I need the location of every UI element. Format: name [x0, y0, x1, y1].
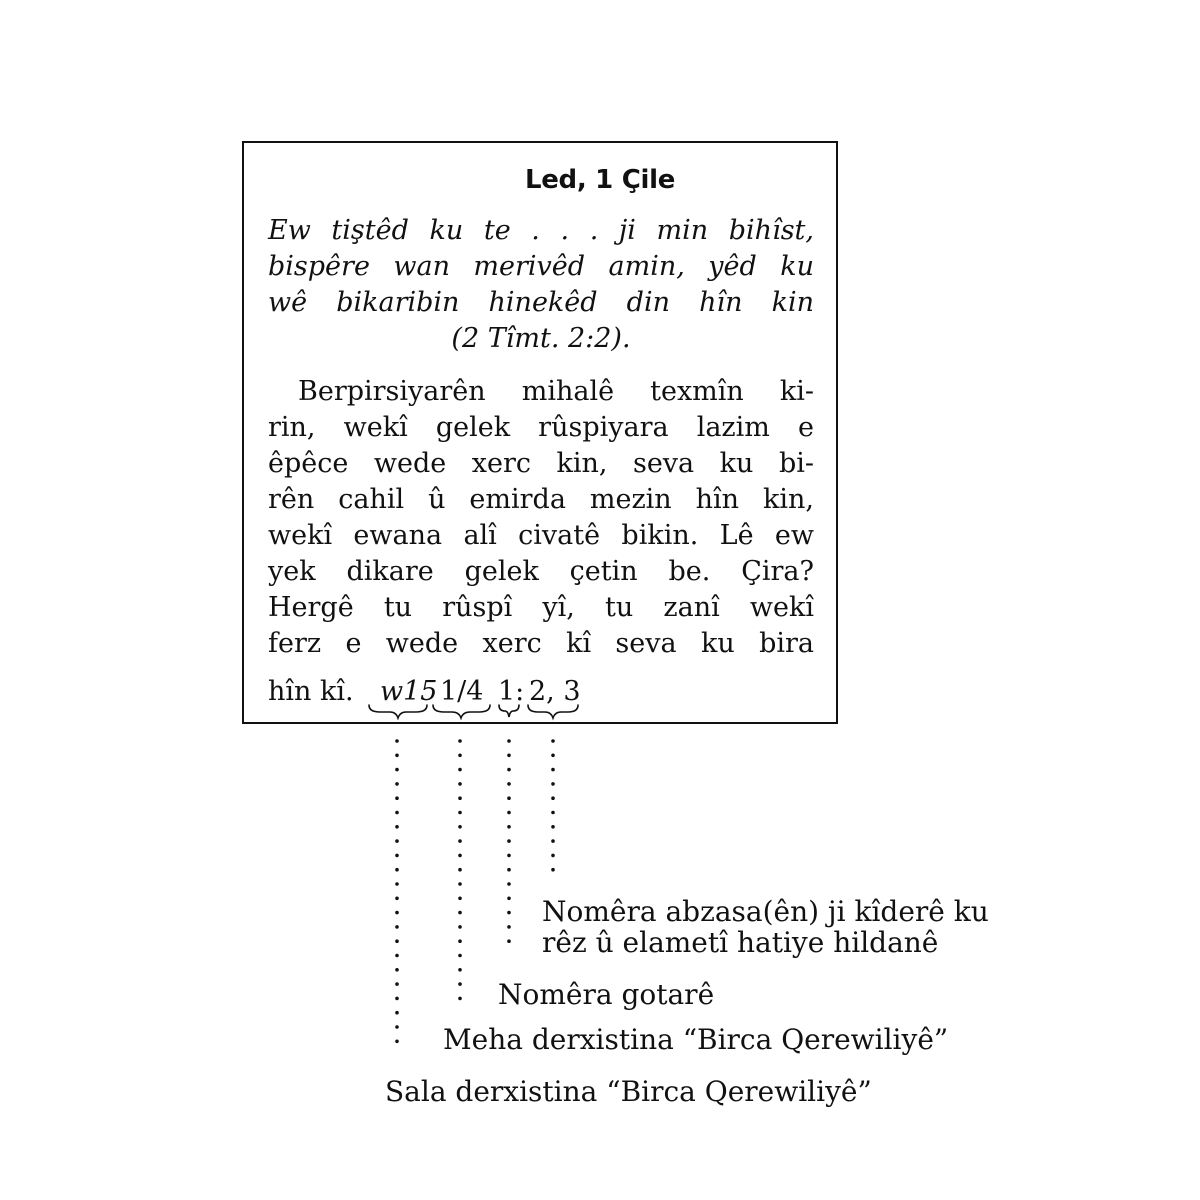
scripture-line: bispêre wan merivêd amin, yêd ku — [268, 251, 814, 282]
body-line: Berpirsiyarên mihalê texmîn ki- — [298, 376, 814, 407]
body-line: rên cahil û emirda mezin hîn kin, — [268, 484, 814, 515]
brace-article — [499, 705, 519, 717]
brace-issue — [433, 705, 490, 718]
callout-publication: Sala derxistina “Birca Qerewiliyê” — [385, 1075, 872, 1108]
body-line: yek dikare gelek çetin be. Çira? — [268, 556, 814, 587]
body-line: ferz e wede xerc kî seva ku bira — [268, 628, 814, 659]
body-line: Hergê tu rûspî yî, tu zanî wekî — [268, 592, 814, 623]
callout-paragraphs-line: rêz û elametî hatiye hildanê — [542, 926, 939, 959]
callout-issue: Meha derxistina “Birca Qerewiliyê” — [443, 1023, 949, 1056]
body-last-line: hîn kî. — [268, 676, 354, 707]
callout-article: Nomêra gotarê — [498, 978, 715, 1011]
reference-publication: w15 — [380, 676, 438, 707]
brace-paragraphs — [528, 705, 578, 718]
brace-publication — [369, 705, 427, 718]
reference-paragraphs: 2, 3 — [529, 676, 581, 707]
scripture-line: wê bikaribin hinekêd din hîn kin — [268, 287, 814, 318]
scripture-line: Ew tiştêd ku te . . . ji min bihîst, — [268, 215, 814, 246]
reference-article: 1: — [498, 676, 525, 707]
reference-issue: 1/4 — [440, 676, 484, 707]
body-line: wekî ewana alî civatê bikin. Lê ew — [268, 520, 814, 551]
date-heading: Led, 1 Çile — [524, 165, 676, 195]
scripture-citation: (2 Tîmt. 2:2). — [451, 323, 631, 354]
callout-paragraphs-line: Nomêra abzasa(ên) ji kîderê ku — [542, 895, 989, 928]
body-line: rin, wekî gelek rûspiyara lazim e — [268, 412, 814, 443]
body-line: êpêce wede xerc kin, seva ku bi- — [268, 448, 814, 479]
